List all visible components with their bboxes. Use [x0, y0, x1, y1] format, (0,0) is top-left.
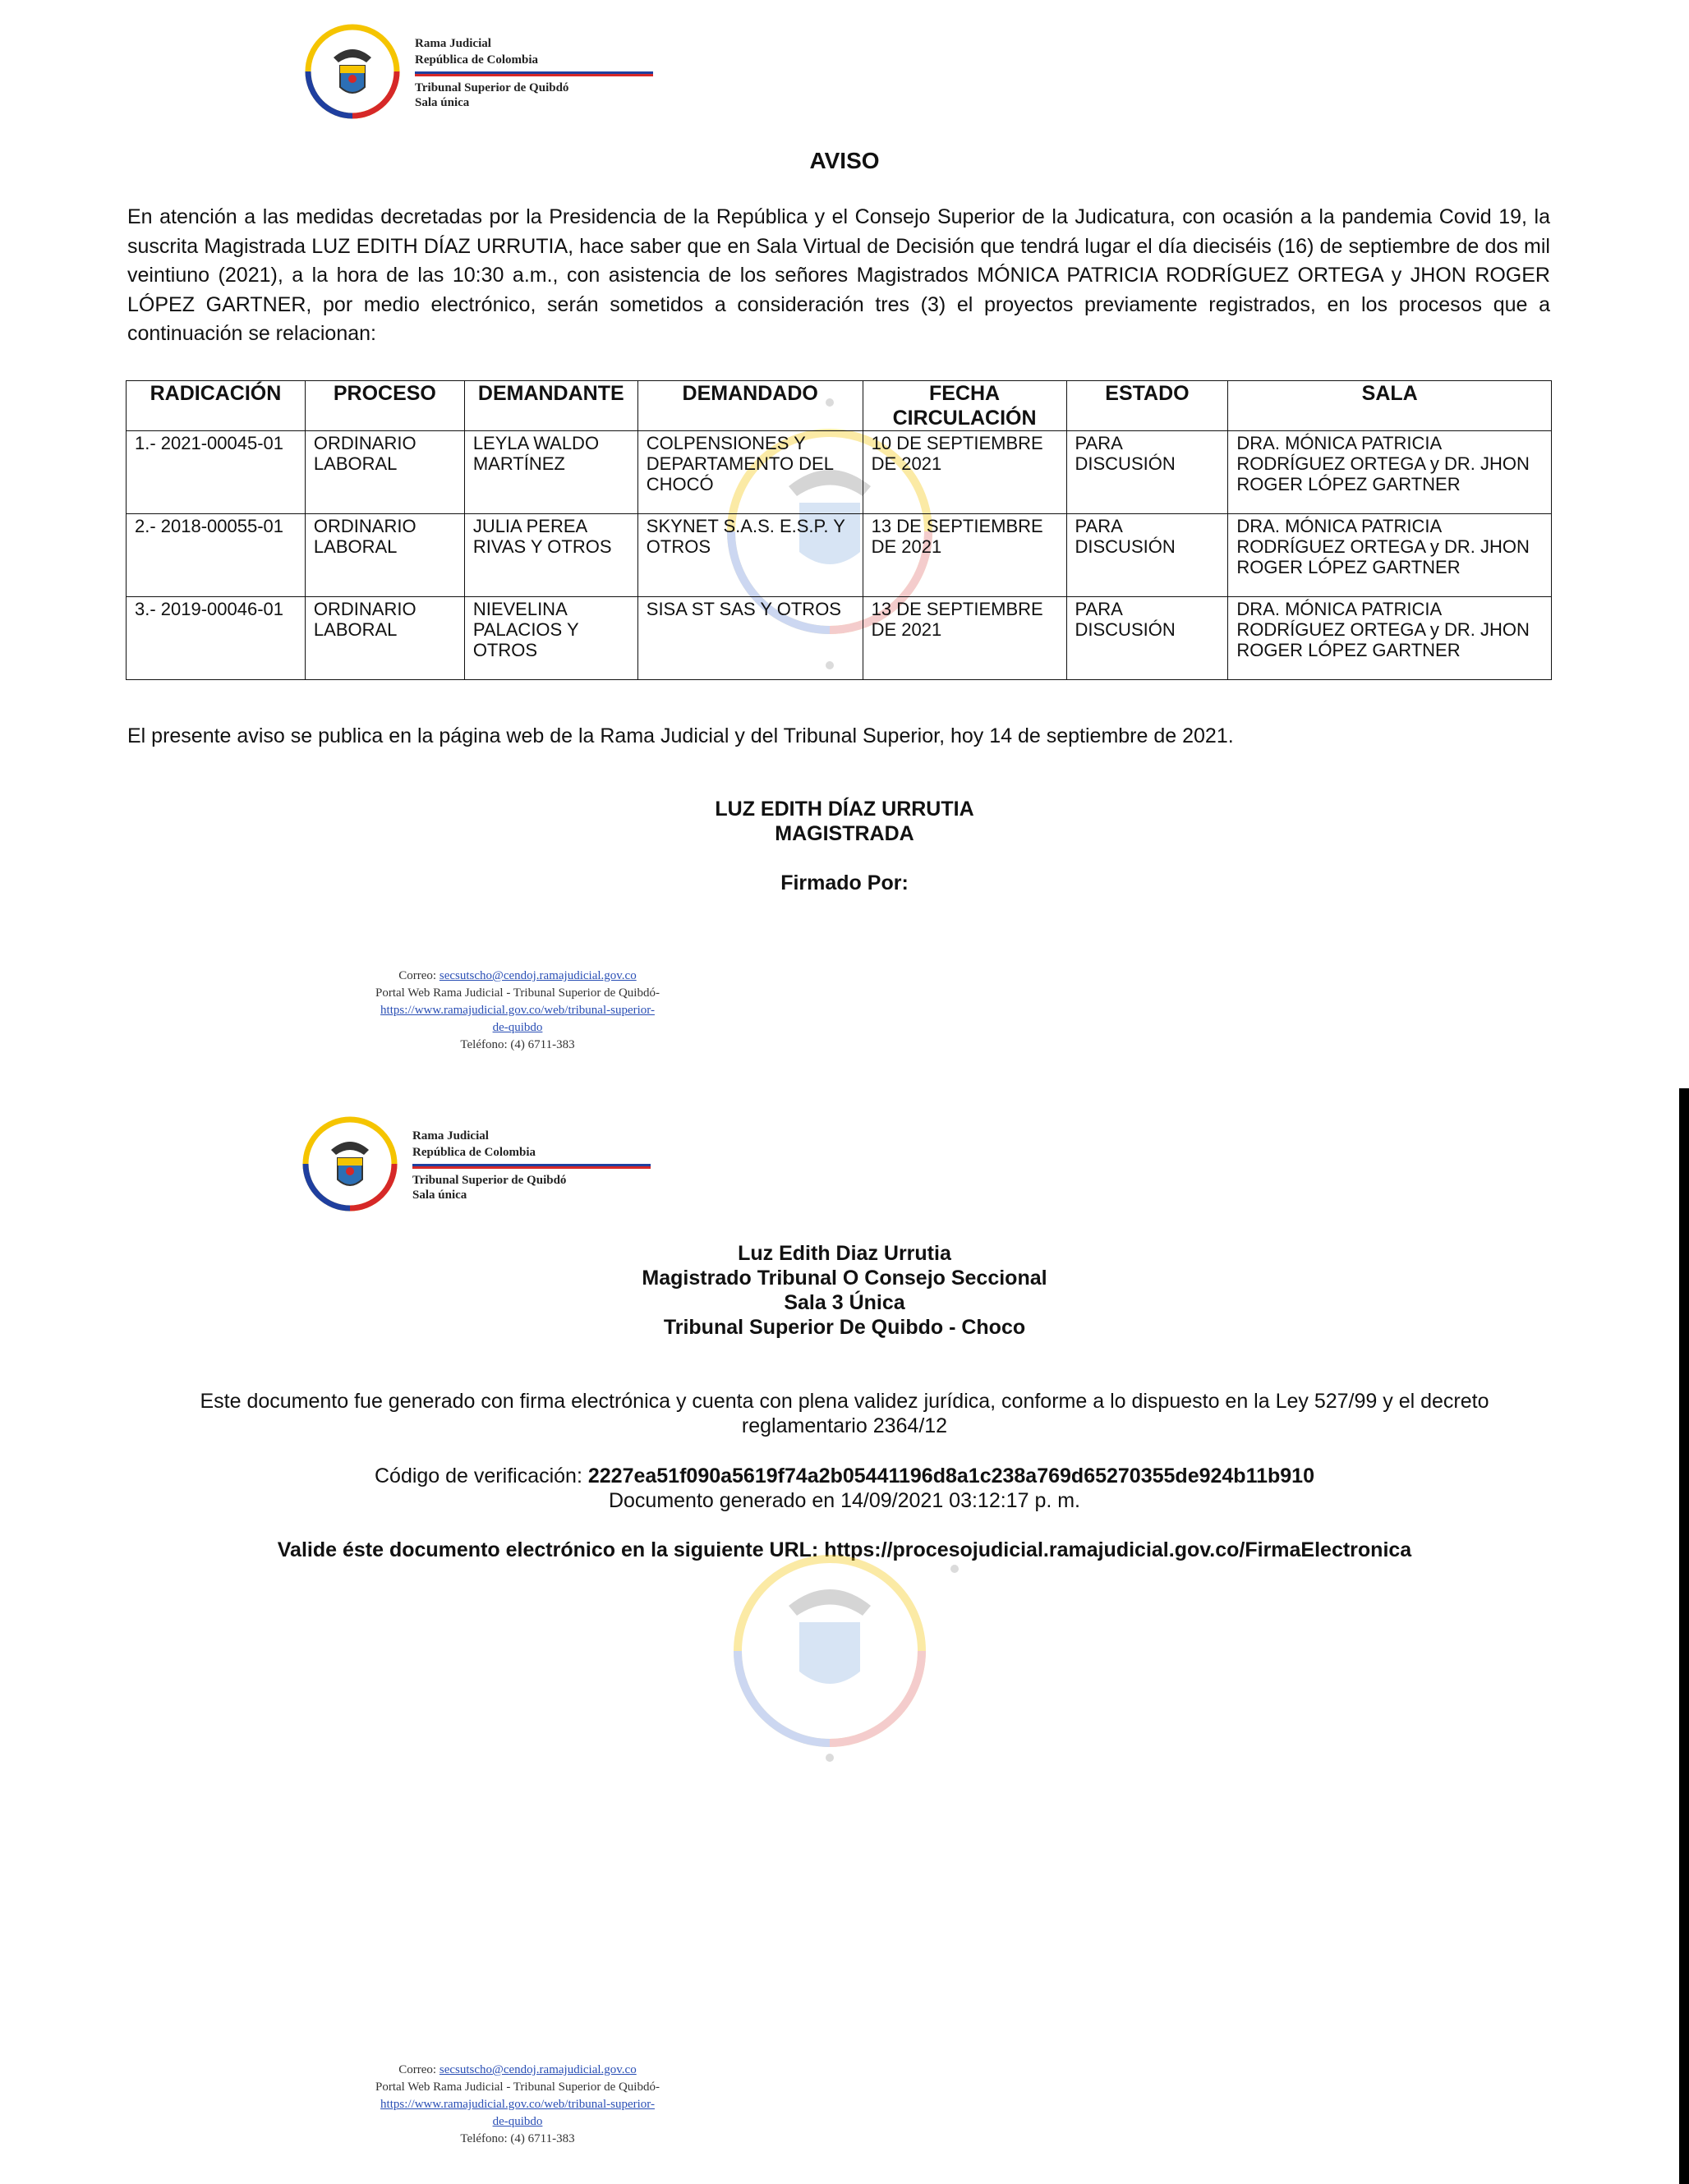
cell-demandado: SISA ST SAS Y OTROS: [637, 597, 863, 680]
cell-sala: DRA. MÓNICA PATRICIA RODRÍGUEZ ORTEGA y DR. JHON ROGER LÓPEZ GARTNER: [1228, 431, 1552, 514]
footer-url-link[interactable]: https://www.ramajudicial.gov.co/web/tribunal-superior-: [380, 2098, 655, 2111]
table-row: [127, 431, 1552, 514]
page-edge-bar: [1679, 1088, 1689, 2184]
footer-url-link-cont[interactable]: de-quibdo: [492, 1021, 543, 1034]
signer-role: MAGISTRADA: [775, 822, 914, 845]
publication-note: El presente aviso se publica en la página web de la Rama Judicial y del Tribunal Superior, hoy 14 de septiembre de 2021.: [127, 724, 1234, 747]
letterhead-rama: Rama Judicial: [412, 1129, 489, 1143]
page-footer: [312, 2062, 723, 2148]
header-fecha-circulacion: FECHA CIRCULACIÓN: [863, 381, 1066, 431]
letterhead-rama: Rama Judicial: [415, 37, 491, 50]
cell-estado: PARA DISCUSIÓN: [1066, 514, 1228, 597]
header-estado: ESTADO: [1066, 381, 1228, 431]
header-sala: SALA: [1228, 381, 1552, 431]
page-title: AVISO: [809, 148, 880, 173]
letterhead-red-line: [415, 74, 653, 76]
footer-correo-line: [312, 968, 723, 985]
court-seal-watermark-icon: [690, 1520, 969, 1782]
cell-fecha: 13 DE SEPTIEMBRE DE 2021: [863, 514, 1066, 597]
cell-radicacion: 1.- 2021-00045-01: [127, 431, 306, 514]
cell-estado: PARA DISCUSIÓN: [1066, 597, 1228, 680]
signer-name: LUZ EDITH DÍAZ URRUTIA: [715, 798, 974, 821]
letterhead-tribunal: Tribunal Superior de Quibdó: [415, 81, 569, 94]
table-row: [127, 597, 1552, 680]
letterhead-red-line: [412, 1166, 651, 1169]
verification-code: 2227ea51f090a5619f74a2b05441196d8a1c238a769d65270355de924b11b910: [587, 1464, 1314, 1487]
footer-telefono: Teléfono: (4) 6711-383: [460, 1038, 575, 1051]
footer-email-link[interactable]: secsutscho@cendoj.ramajudicial.gov.co: [439, 2063, 637, 2076]
footer-correo-label: Correo:: [398, 2063, 437, 2076]
validate-url-link[interactable]: https://procesojudicial.ramajudicial.gov.co/FirmaElectronica: [824, 1538, 1412, 1561]
coat-of-arms-icon: [304, 23, 401, 120]
cell-fecha: 10 DE SEPTIEMBRE DE 2021: [863, 431, 1066, 514]
validate-label: Valide éste documento electrónico en la siguiente URL:: [277, 1538, 819, 1561]
footer-email-link[interactable]: secsutscho@cendoj.ramajudicial.gov.co: [439, 969, 637, 982]
cell-demandado: SKYNET S.A.S. E.S.P. Y OTROS: [637, 514, 863, 597]
verification-line: [0, 1464, 1689, 1488]
signature-sala: Sala 3 Única: [784, 1291, 905, 1314]
footer-portal: Portal Web Rama Judicial - Tribunal Superior de Quibdó-: [375, 2081, 660, 2094]
signed-by-label: Firmado Por:: [780, 871, 909, 894]
legal-note-line2: reglamentario 2364/12: [741, 1414, 948, 1437]
verification-label: Código de verificación:: [374, 1464, 582, 1487]
header-proceso: PROCESO: [305, 381, 464, 431]
signature-name: Luz Edith Diaz Urrutia: [738, 1242, 951, 1265]
process-table: [126, 380, 1552, 680]
cell-sala: DRA. MÓNICA PATRICIA RODRÍGUEZ ORTEGA y DR. JHON ROGER LÓPEZ GARTNER: [1228, 514, 1552, 597]
cell-proceso: ORDINARIO LABORAL: [305, 597, 464, 680]
table-row: [127, 514, 1552, 597]
letterhead: [304, 23, 657, 126]
generated-date: Documento generado en 14/09/2021 03:12:17 p. m.: [608, 1489, 1081, 1512]
cell-demandante: JULIA PEREA RIVAS Y OTROS: [464, 514, 637, 597]
letterhead-tribunal: Tribunal Superior de Quibdó: [412, 1174, 567, 1187]
letterhead-sala: Sala única: [412, 1189, 467, 1202]
intro-paragraph: En atención a las medidas decretadas por la Presidencia de la República y el Consejo Superior de la Judicatura, con ocasión a la pandemia Covid 19, la suscrita Magistrada LUZ EDITH DÍAZ URRUTIA, hace saber que en Sala Virtual de Decisión que tendrá lugar el día dieciséis (16) de septiembre de dos mil veintiuno (2021), a la hora de las 10:30 a.m., con asistencia de los señores Magistrados MÓNICA PATRICIA RODRÍGUEZ ORTEGA y JHON ROGER LÓPEZ GARTNER, por medio electrónico, serán sometidos a consideración tres (3) el proyectos previamente registrados, en los procesos que a continuación se relacionan:: [127, 205, 1550, 345]
footer-url-link[interactable]: https://www.ramajudicial.gov.co/web/tribunal-superior-: [380, 1004, 655, 1017]
cell-radicacion: 2.- 2018-00055-01: [127, 514, 306, 597]
cell-sala: DRA. MÓNICA PATRICIA RODRÍGUEZ ORTEGA y DR. JHON ROGER LÓPEZ GARTNER: [1228, 597, 1552, 680]
header-radicacion: RADICACIÓN: [127, 381, 306, 431]
signature-position: Magistrado Tribunal O Consejo Seccional: [642, 1267, 1047, 1290]
cell-demandante: NIEVELINA PALACIOS Y OTROS: [464, 597, 637, 680]
letterhead: [301, 1115, 655, 1218]
signature-court: Tribunal Superior De Quibdo - Choco: [663, 1316, 1026, 1339]
cell-proceso: ORDINARIO LABORAL: [305, 514, 464, 597]
footer-correo-label: Correo:: [398, 969, 437, 982]
legal-note-line1: Este documento fue generado con firma electrónica y cuenta con plena validez jurídica, conforme a lo dispuesto en la Ley 527/99 y el decreto: [200, 1390, 1489, 1413]
footer-url-link-cont[interactable]: de-quibdo: [492, 2115, 543, 2128]
cell-demandante: LEYLA WALDO MARTÍNEZ: [464, 431, 637, 514]
table-header-row: [127, 381, 1552, 431]
coat-of-arms-icon: [301, 1115, 398, 1212]
header-demandante: DEMANDANTE: [464, 381, 637, 431]
cell-radicacion: 3.- 2019-00046-01: [127, 597, 306, 680]
footer-portal: Portal Web Rama Judicial - Tribunal Superior de Quibdó-: [375, 986, 660, 1000]
letterhead-sala: Sala única: [415, 96, 470, 109]
footer-correo-line: [312, 2062, 723, 2079]
cell-fecha: 13 DE SEPTIEMBRE DE 2021: [863, 597, 1066, 680]
cell-proceso: ORDINARIO LABORAL: [305, 431, 464, 514]
page-footer: [312, 968, 723, 1054]
footer-telefono: Teléfono: (4) 6711-383: [460, 2132, 575, 2145]
cell-demandado: COLPENSIONES Y DEPARTAMENTO DEL CHOCÓ: [637, 431, 863, 514]
letterhead-republica: República de Colombia: [415, 53, 539, 67]
cell-estado: PARA DISCUSIÓN: [1066, 431, 1228, 514]
header-demandado: DEMANDADO: [637, 381, 863, 431]
letterhead-republica: República de Colombia: [412, 1146, 536, 1159]
